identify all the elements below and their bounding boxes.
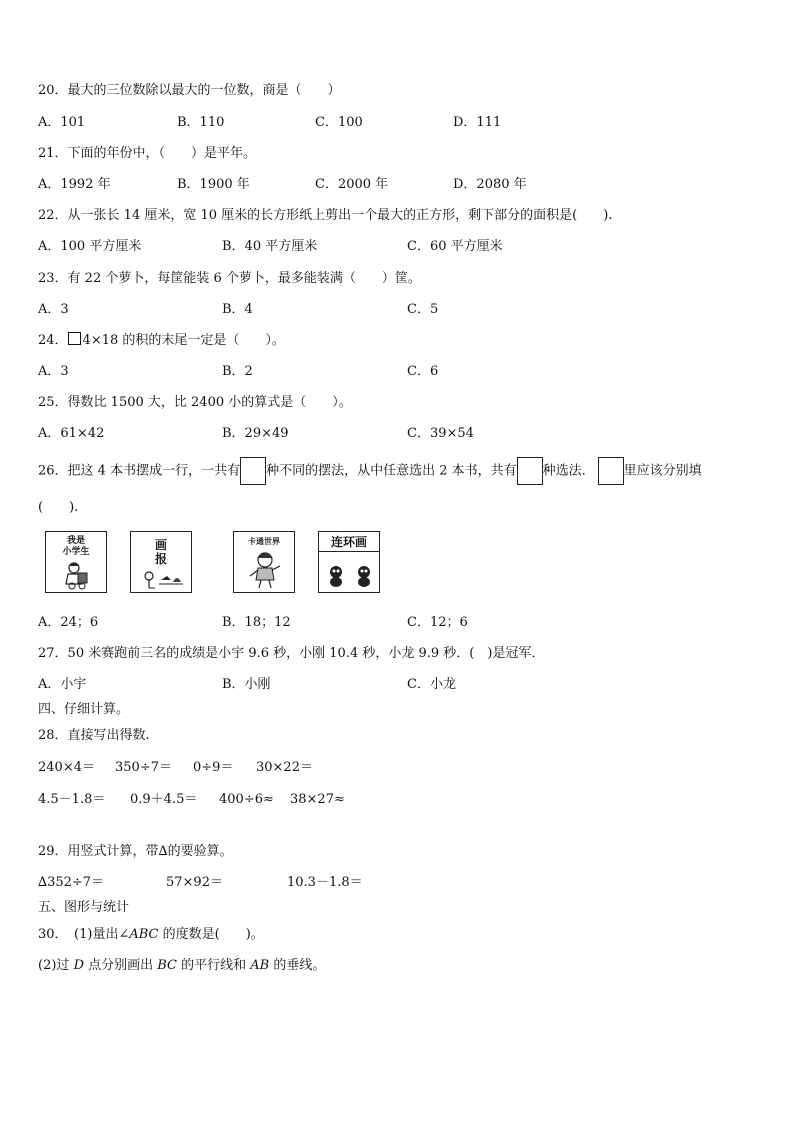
q21-option-b[interactable]: B．1900 年 [177,177,250,192]
q21-option-c[interactable]: C．2000 年 [315,177,389,192]
question-23: 23．有 22 个萝卜，每筐能装 6 个萝卜，最多能装满（ ）筐。 [38,271,421,286]
answer-box-1[interactable] [240,457,266,485]
question-29: 29．用竖式计算，带∆的要验算。 [38,844,233,859]
q23-option-c[interactable]: C．5 [407,302,439,317]
answer-box-2[interactable] [517,457,543,485]
q30-2-text-c: 的平行线和 [177,958,251,973]
question-25: 25．得数比 1500 大，比 2400 小的算式是（ ）。 [38,395,352,410]
question-30-part1 [38,926,264,944]
book-huabao [130,531,192,593]
q26-text-part1: 26．把这 4 本书摆成一行，一共有 [38,463,241,479]
calc-10.3-1.8: 10.3－1.8＝ [287,875,363,890]
q20-option-c[interactable]: C．100 [315,115,363,130]
q30-prefix: 30． (1)量出∠ [38,927,130,942]
calc-4.5-1.8: 4.5－1.8＝ [38,792,106,807]
calc-350div7: 350÷7＝ [115,760,172,775]
book-katong-shijie [233,531,295,593]
q24-option-b[interactable]: B．2 [222,364,253,379]
q26-option-c[interactable]: C．12；6 [407,615,468,630]
q26-text-part2: 种不同的摆法，从中任意选出 2 本书，共有 [266,463,517,479]
question-21: 21．下面的年份中，（ ）是平年。 [38,146,257,161]
q20-option-b[interactable]: B．110 [177,115,225,130]
q24-option-c[interactable]: C．6 [407,364,439,379]
q24-number: 24． [38,333,68,348]
calc-30x22: 30×22＝ [256,760,313,775]
line-bc: BC [157,958,178,973]
question-26 [38,457,702,486]
book-title-3: 卡通世界 [248,536,280,546]
section-4-title: 四、仔细计算。 [38,702,130,717]
panda-illustration [325,564,375,588]
q30-suffix: 的度数是( )。 [158,927,264,942]
calc-57x92: 57×92＝ [166,875,223,890]
calc-0div9: 0÷9＝ [193,760,234,775]
q26-option-b[interactable]: B．18；12 [222,615,291,630]
q27-option-b[interactable]: B．小刚 [222,677,271,692]
book-lianhuanhua [318,531,380,593]
book-title-1: 我是 小学生 [62,536,90,557]
q22-option-c[interactable]: C．60 平方厘米 [407,239,503,254]
blank-square-box [68,332,81,345]
question-30-part2 [38,957,325,975]
q30-2-text-d: 的垂线。 [269,958,326,973]
q25-option-a[interactable]: A．61×42 [38,426,105,441]
q21-option-a[interactable]: A．1992 年 [38,177,111,192]
q20-option-a[interactable]: A．101 [38,115,86,130]
q25-option-b[interactable]: B．29×49 [222,426,289,441]
q26-option-a[interactable]: A．24；6 [38,615,99,630]
q26-text-part4: 里应该分别填 [623,463,702,479]
q30-2-text-a: (2)过 [38,958,74,973]
question-24 [38,332,285,350]
book-title-4: 连环画 [319,535,379,552]
girl-illustration [246,548,284,590]
q23-option-b[interactable]: B．4 [222,302,253,317]
q30-2-text-b: 点分别画出 [84,958,158,973]
q22-option-b[interactable]: B．40 平方厘米 [222,239,318,254]
question-28: 28．直接写出得数. [38,728,150,743]
q27-option-c[interactable]: C．小龙 [407,677,456,692]
q25-option-c[interactable]: C．39×54 [407,426,474,441]
answer-box-3[interactable] [598,457,624,485]
flower-illustration [141,570,185,590]
q21-option-d[interactable]: D．2080 年 [453,177,527,192]
line-ab: AB [250,958,270,973]
book-xiaoxuesheng [45,531,107,593]
q22-option-a[interactable]: A．100 平方厘米 [38,239,142,254]
angle-abc: ABC [129,927,159,942]
book-title-2: 画 报 [154,538,167,566]
q24-text: 4×18 的积的末尾一定是（ ）。 [82,333,285,348]
question-27: 27．50 米赛跑前三名的成绩是小宇 9.6 秒，小刚 10.4 秒，小龙 9.9 秒．( )是冠军． [38,646,545,661]
calc-38x27: 38×27≈ [290,792,345,807]
q24-option-a[interactable]: A．3 [38,364,69,379]
question-20: 20．最大的三位数除以最大的一位数，商是（ ） [38,83,341,98]
calc-240x4: 240×4＝ [38,760,95,775]
q20-option-d[interactable]: D．111 [453,115,502,130]
q26-line2: ( ). [38,500,79,515]
calc-0.9+4.5: 0.9＋4.5＝ [130,792,198,807]
point-d: D [73,958,84,973]
q27-option-a[interactable]: A．小宇 [38,677,87,692]
q23-option-a[interactable]: A．3 [38,302,69,317]
calc-352div7: ∆352÷7＝ [38,875,105,890]
question-22: 22．从一张长 14 厘米，宽 10 厘米的长方形纸上剪出一个最大的正方形，剩下部分的面积是( ). [38,208,613,223]
q26-text-part3: 种选法． [542,463,595,479]
student-illustration [60,562,94,590]
calc-400div6: 400÷6≈ [219,792,274,807]
section-5-title: 五、图形与统计 [38,900,130,915]
